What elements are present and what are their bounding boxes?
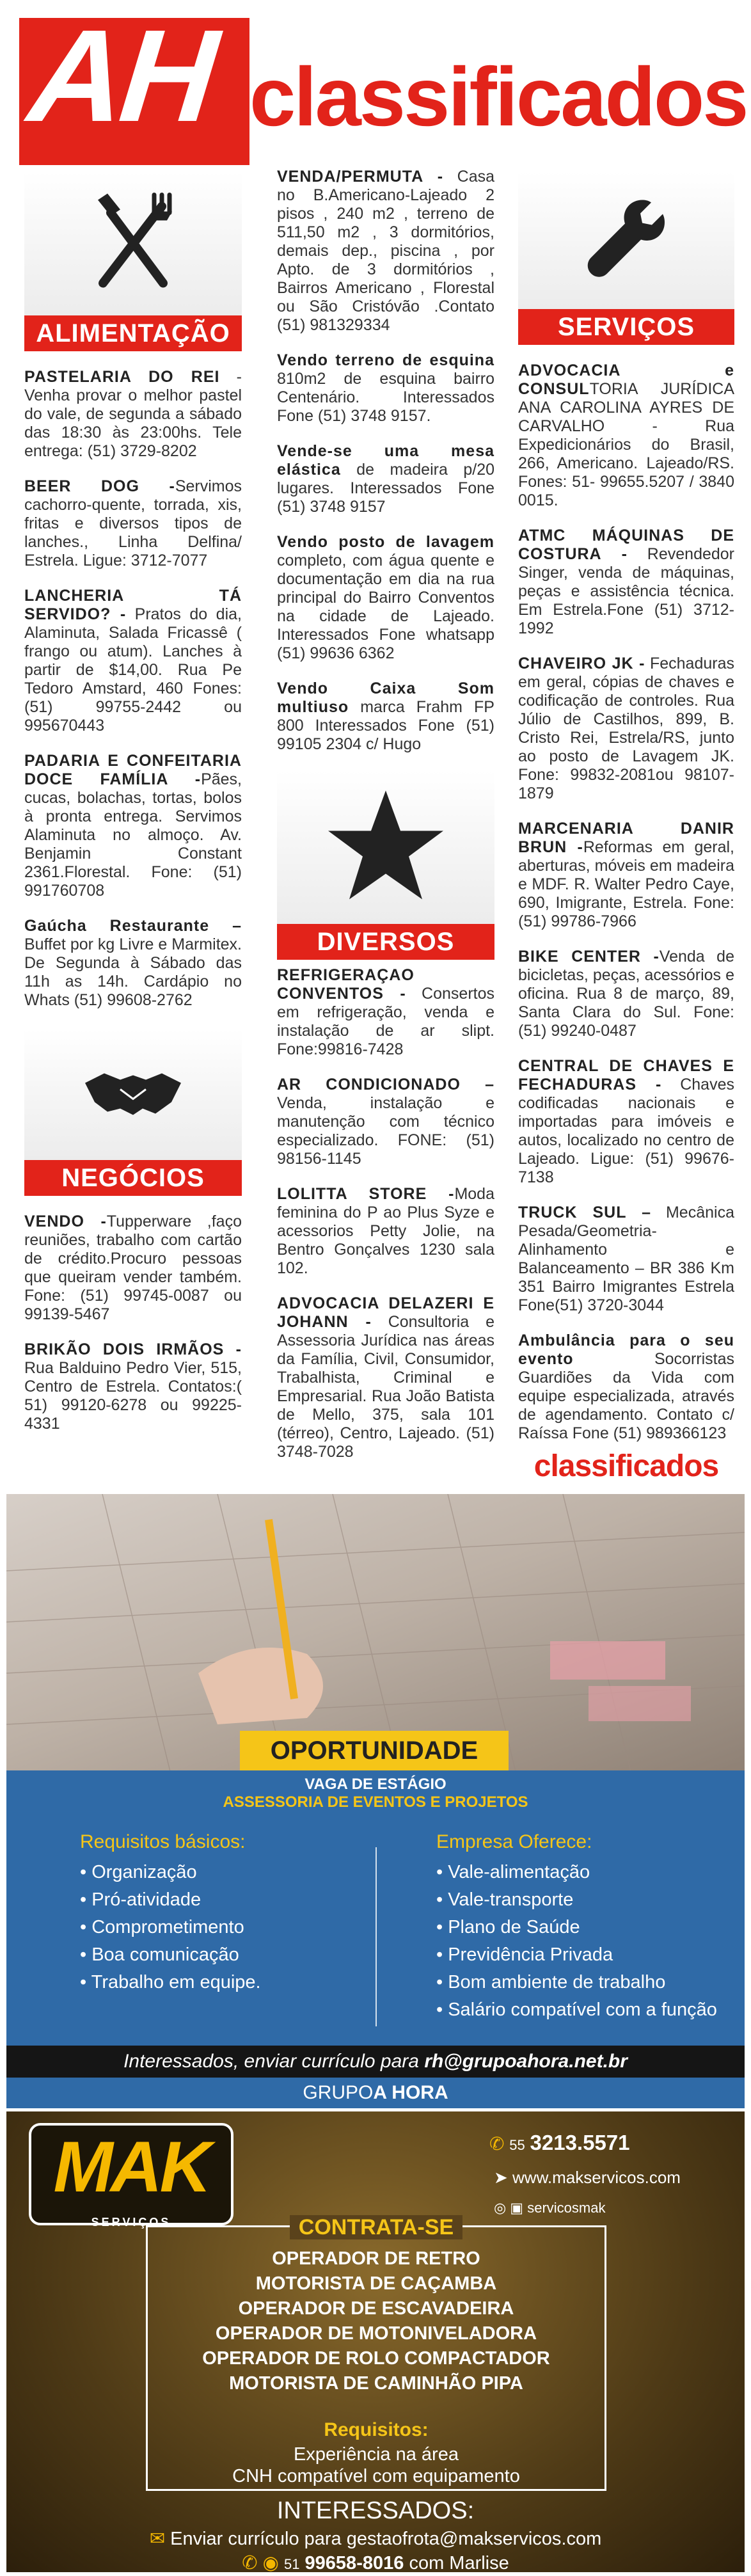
entry-body: Servimos cachorro-quente, torrada, xis, fritas e diversos tipos de lanches., Linha Delfina/ Estrela. Ligue: 3712-7077 xyxy=(24,477,242,569)
entry-title: BEER DOG - xyxy=(24,477,175,495)
negocios-badge xyxy=(24,1029,242,1196)
classified-entry xyxy=(518,1332,734,1443)
classified-entry xyxy=(518,1204,734,1315)
list-item: • Comprometimento xyxy=(80,1917,244,1937)
offers-title: Empresa Oferece: xyxy=(436,1831,592,1852)
entry-title: LANCHERIA TÁ SERVIDO? - xyxy=(24,587,242,623)
mak-ad xyxy=(6,2111,745,2572)
entry-title: PASTELARIA DO REI xyxy=(24,368,220,386)
classified-entry xyxy=(277,680,494,754)
classified-entry xyxy=(24,917,242,1010)
website-text: www.makservicos.com xyxy=(512,2168,681,2187)
classified-entry xyxy=(518,948,734,1040)
servicos-label: SERVIÇOS xyxy=(518,309,734,345)
grupo-ahora-logo xyxy=(6,2078,745,2108)
hiring-box xyxy=(146,2215,606,2491)
entry-body: Mecânica Pesada/Geometria- Alinhamento e Balanceamento – BR 386 Km 351 Bairro Imigrantes Estrela Fone(51) 3720-3044 xyxy=(518,1204,734,1314)
website-contact xyxy=(494,2168,681,2188)
requirements-list xyxy=(148,2444,605,2487)
mak-logo xyxy=(29,2123,233,2229)
alimentacao-badge-image xyxy=(24,171,242,315)
requirements-title: Requisitos: xyxy=(324,2419,429,2440)
mail-icon: ✉ xyxy=(149,2529,166,2549)
entry-title: PADARIA E CONFEITARIA DOCE FAMÍLIA - xyxy=(24,752,242,788)
list-item: Experiência na área xyxy=(294,2444,459,2465)
entry-body: Tupperware ,faço reuniões, trabalho com cartão de crédito.Procuro pessoas que queiram vender também. Fone: (51) 99745-0087 ou 99139-5467 xyxy=(24,1212,242,1323)
classified-entry xyxy=(518,527,734,638)
hiring-title-text: CONTRATA-SE xyxy=(290,2215,462,2239)
grupo-word: GRUPO xyxy=(303,2082,374,2103)
entry-title: AR CONDICIONADO – xyxy=(277,1076,494,1093)
phone-icon: ✆ xyxy=(242,2553,258,2572)
phone-prefix: 55 xyxy=(509,2137,525,2153)
entry-title: Vende-se uma mesa elástica xyxy=(277,442,494,479)
column-divider xyxy=(376,1847,377,2026)
entry-body: de madeira p/20 lugares. Interessados Fone (51) 3748 9157 xyxy=(277,461,494,516)
entry-title: ATMC MÁQUINAS DE COSTURA - xyxy=(518,527,734,563)
classificados-footer: classificados xyxy=(534,1449,719,1483)
classified-entry xyxy=(277,1076,494,1168)
negocios-badge-image xyxy=(24,1029,242,1160)
list-item: • Vale-transporte xyxy=(436,1889,574,1910)
entry-body: Casa no B.Americano-Lajeado 2 pisos , 240 m2 , terreno de 511,50 m2 , 3 dormitórios, demais dep., piscina , por Apto. de 3 dormitórios , Bairros Americano , Florestal ou São Cristóvão .Contato (51) 981329334 xyxy=(277,168,494,334)
offers-list xyxy=(436,1859,717,2024)
diversos-badge xyxy=(277,770,494,960)
oportunidade-badge: OPORTUNIDADE xyxy=(240,1731,509,1770)
requirements-title: Requisitos básicos: xyxy=(80,1831,246,1852)
classified-entry xyxy=(24,1212,242,1324)
classified-entry xyxy=(24,1340,242,1433)
list-item: OPERADOR DE RETRO xyxy=(272,2248,480,2269)
entry-body: Pães, cucas, bolachas, tortas, bolos à pronta entrega. Servimos Alaminuta no almoço. Av. Benjamin Constant 2361.Florestal. Fone: (51) 991760708 xyxy=(24,770,242,900)
email-line xyxy=(6,2527,745,2550)
right-column xyxy=(518,171,735,1483)
phone-prefix: 51 xyxy=(284,2556,300,2572)
wrench-icon xyxy=(581,193,671,287)
entry-title: Ambulância para o seu evento xyxy=(518,1332,734,1368)
entry-body: Pratos do dia, Alaminuta, Salada Fricassê ( frango ou atum). Lanches à partir de $14,00. Rua Pe Tedoro Amstard, 460 Fones: (51) 99755-2442 ou 995670443 xyxy=(24,605,242,735)
entry-title: Vendo terreno de esquina xyxy=(277,351,494,369)
cutlery-icon xyxy=(85,187,181,300)
entry-title: BIKE CENTER - xyxy=(518,948,660,966)
classified-entry xyxy=(24,477,242,570)
list-item: • Plano de Saúde xyxy=(436,1917,580,1937)
entry-body: Consultoria e Assessoria Jurídica nas áreas da Família, Civil, Consumidor, Trabalhista, Criminal e Empresarial. Rua João Batista de Mello, 375, sala 101 (térreo), Centro, Lajeado. (51) 3748-7028 xyxy=(277,1313,494,1461)
entry-body: Revendedor Singer, venda de máquinas, peças e assistência técnica. Em Estrela.Fone (51) 3712-1992 xyxy=(518,545,735,637)
entry-body: Fechaduras em geral, cópias de chaves e codificação de controles. Rua Júlio de Castilhos, 899, B. Cristo Rei, Estrela/RS, junto ao posto de Lavagem JK. Fone: 99832-2081ou 98107-1879 xyxy=(518,655,735,802)
list-item: • Pró-atividade xyxy=(80,1889,202,1910)
mak-logo-text: MAK xyxy=(53,2127,209,2207)
entry-title: TRUCK SUL – xyxy=(518,1204,651,1221)
list-item: MOTORISTA DE CAÇAMBA xyxy=(255,2273,497,2294)
list-item: OPERADOR DE ESCAVADEIRA xyxy=(238,2298,514,2319)
classified-entry xyxy=(277,1294,494,1461)
entry-body: Reformas em geral, aberturas, móveis em madeira e MDF. R. Walter Pedro Caye, 690, Imigrante, Estrela. Fone:(51) 99786-7966 xyxy=(518,838,734,930)
list-item: OPERADOR DE ROLO COMPACTADOR xyxy=(202,2348,550,2369)
phone-number: 3213.5571 xyxy=(530,2131,630,2154)
entry-title: Vendo posto de lavagem xyxy=(277,533,494,551)
handshake-icon xyxy=(82,1063,184,1125)
negocios-label: NEGÓCIOS xyxy=(24,1160,242,1196)
list-item: CNH compatível com equipamento xyxy=(232,2466,520,2486)
section-title: classificados xyxy=(249,50,747,143)
entry-body: Venda, instalação e manutenção com técnico especializado. FONE: (51) 98156-1145 xyxy=(277,1094,494,1168)
list-item: • Vale-alimentação xyxy=(436,1862,590,1882)
entry-title: VENDO - xyxy=(24,1212,107,1230)
phone-icon: ✆ xyxy=(489,2134,505,2154)
middle-column xyxy=(277,168,494,1461)
entry-title: Gaúcha Restaurante – xyxy=(24,917,242,935)
vaga-title: VAGA DE ESTÁGIO xyxy=(304,1776,447,1793)
entry-body: 810m2 de esquina bairro Centenário. Interessados Fone (51) 3748 9157. xyxy=(277,370,494,425)
classified-entry xyxy=(277,966,494,1059)
classified-entry xyxy=(518,655,734,803)
internship-details xyxy=(6,1770,745,2046)
hiring-title xyxy=(148,2216,605,2239)
contact-name: com Marlise xyxy=(409,2553,509,2572)
phone-number: 99658-8016 xyxy=(304,2553,404,2572)
mak-logo-subtitle: SERVIÇOS xyxy=(91,2216,171,2229)
classified-entry xyxy=(277,351,494,425)
email-text: Enviar currículo para gestaofrota@makservicos.com xyxy=(170,2529,602,2549)
entry-title: VENDA/PERMUTA - xyxy=(277,168,444,186)
entry-title: CENTRAL DE CHAVES E FECHADURAS - xyxy=(518,1057,734,1093)
classified-entry xyxy=(24,368,242,461)
list-item: • Trabalho em equipe. xyxy=(80,1972,261,1992)
list-item: MOTORISTA DE CAMINHÃO PIPA xyxy=(229,2373,523,2394)
classified-entry xyxy=(277,1185,494,1278)
alimentacao-badge xyxy=(24,171,242,351)
entry-body: Consertos em refrigeração, venda e instalação de ar slipt. Fone:99816-7428 xyxy=(277,985,494,1058)
left-column xyxy=(24,171,242,1433)
list-item: • Salário compatível com a função xyxy=(436,2000,717,2020)
classified-entry xyxy=(277,168,494,335)
entry-body: marca Frahm FP 800 Interessados Fone (51) 99105 2304 c/ Hugo xyxy=(277,698,494,753)
list-item: OPERADOR DE MOTONIVELADORA xyxy=(215,2323,537,2344)
entry-title: MARCENARIA DANIR BRUN - xyxy=(518,820,734,856)
ah-logo: AH xyxy=(22,3,221,149)
whatsapp-icon: ◉ xyxy=(262,2553,279,2572)
list-item: • Organização xyxy=(80,1862,197,1882)
entry-body: Chaves codificadas nacionais e importadas para imóveis e autos, localizado no centro de Lajeado. Ligue: (51) 99676-7138 xyxy=(518,1076,734,1186)
entry-title: Vendo Caixa Som multiuso xyxy=(277,680,494,716)
entry-title: ADVOCACIA e CONSUL xyxy=(518,362,734,398)
entry-body: Moda feminina do P ao Plus Syze e acessorios Petty Jolie, na Bentro Gonçalves 1230 sala 102. xyxy=(277,1185,494,1277)
classified-entry xyxy=(24,587,242,735)
apply-text: Interessados, enviar currículo para xyxy=(123,2051,425,2072)
apply-bar xyxy=(6,2046,745,2078)
entry-body: Venda de bicicletas, peças, acessórios e oficina. Rua 8 de março, 89, Santa Clara do Sul. Fone: (51) 99240-0487 xyxy=(518,948,734,1040)
entry-title: ADVOCACIA DELAZERI E JOHANN - xyxy=(277,1294,494,1331)
interessados-title: INTERESSADOS: xyxy=(276,2497,475,2524)
star-icon xyxy=(325,788,447,907)
classified-entry xyxy=(24,752,242,900)
internship-ad xyxy=(6,1494,745,2108)
entry-body: TORIA JURÍDICA ANA CAROLINA AYRES DE CARVALHO - Rua Expedicionários do Brasil, 266, Americano. Lajeado/RS. Fones: 51- 99655.5207 / 3840 0015. xyxy=(518,380,734,509)
ah-logo-box xyxy=(19,3,249,165)
classified-entry xyxy=(518,1057,734,1187)
entry-title: BRIKÃO DOIS IRMÃOS - xyxy=(24,1340,242,1358)
entry-body: Buffet por kg Livre e Marmitex. De Segunda à Sábado das 11h as 14h. Cardápio no Whats (51) 99608-2762 xyxy=(24,935,242,1009)
social-handle: servicosmak xyxy=(527,2200,606,2216)
apply-email: rh@grupoahora.net.br xyxy=(424,2051,628,2072)
planning-photo xyxy=(6,1494,745,1782)
alimentacao-label: ALIMENTAÇÃO xyxy=(24,315,242,351)
entry-title: REFRIGERAÇAO CONVENTOS - xyxy=(277,966,415,1003)
entry-body: Rua Balduino Pedro Vier, 515, Centro de Estrela. Contatos:( 51) 99120-6278 ou 99225-4331 xyxy=(24,1359,242,1433)
instagram-facebook-icon: ◎ ▣ xyxy=(494,2200,524,2216)
entry-body: Socorristas Guardiões da Vida com equipe especializada, através de agendamento. Contato c/ Raíssa Fone (51) 989366123 xyxy=(518,1350,734,1442)
phone-contact xyxy=(489,2131,630,2155)
servicos-badge-image xyxy=(518,171,734,309)
job-list xyxy=(148,2246,605,2396)
diversos-badge-image xyxy=(277,770,494,924)
classified-entry xyxy=(518,820,734,931)
entry-body: completo, com água quente e documentação em dia na rua principal do Bairro Conventos na cidade de Lajeado. Interessados Fone whatsapp (51) 99636 6362 xyxy=(277,552,494,662)
classified-entry xyxy=(277,442,494,516)
list-item: • Previdência Privada xyxy=(436,1944,613,1965)
entry-body: - Venha provar o melhor pastel do vale, de segunda a sábado das 18:30 às 23:00hs. Tele entrega: (51) 3729-8202 xyxy=(24,368,242,460)
vaga-area: ASSESSORIA DE EVENTOS E PROJETOS xyxy=(223,1793,528,1811)
social-contact xyxy=(494,2200,605,2216)
entry-title: LOLITTA STORE - xyxy=(277,1185,455,1203)
classified-entry xyxy=(518,362,734,510)
requirements-list xyxy=(80,1859,261,1996)
classified-entry xyxy=(277,533,494,663)
whatsapp-line xyxy=(6,2552,745,2572)
list-item: • Bom ambiente de trabalho xyxy=(436,1972,666,1992)
masthead xyxy=(19,3,747,165)
cursor-icon: ➤ xyxy=(494,2168,508,2187)
ahora-word: A HORA xyxy=(373,2082,448,2103)
entry-title: CHAVEIRO JK - xyxy=(518,655,645,672)
servicos-badge xyxy=(518,171,734,345)
diversos-label: DIVERSOS xyxy=(277,924,494,960)
list-item: • Boa comunicação xyxy=(80,1944,239,1965)
